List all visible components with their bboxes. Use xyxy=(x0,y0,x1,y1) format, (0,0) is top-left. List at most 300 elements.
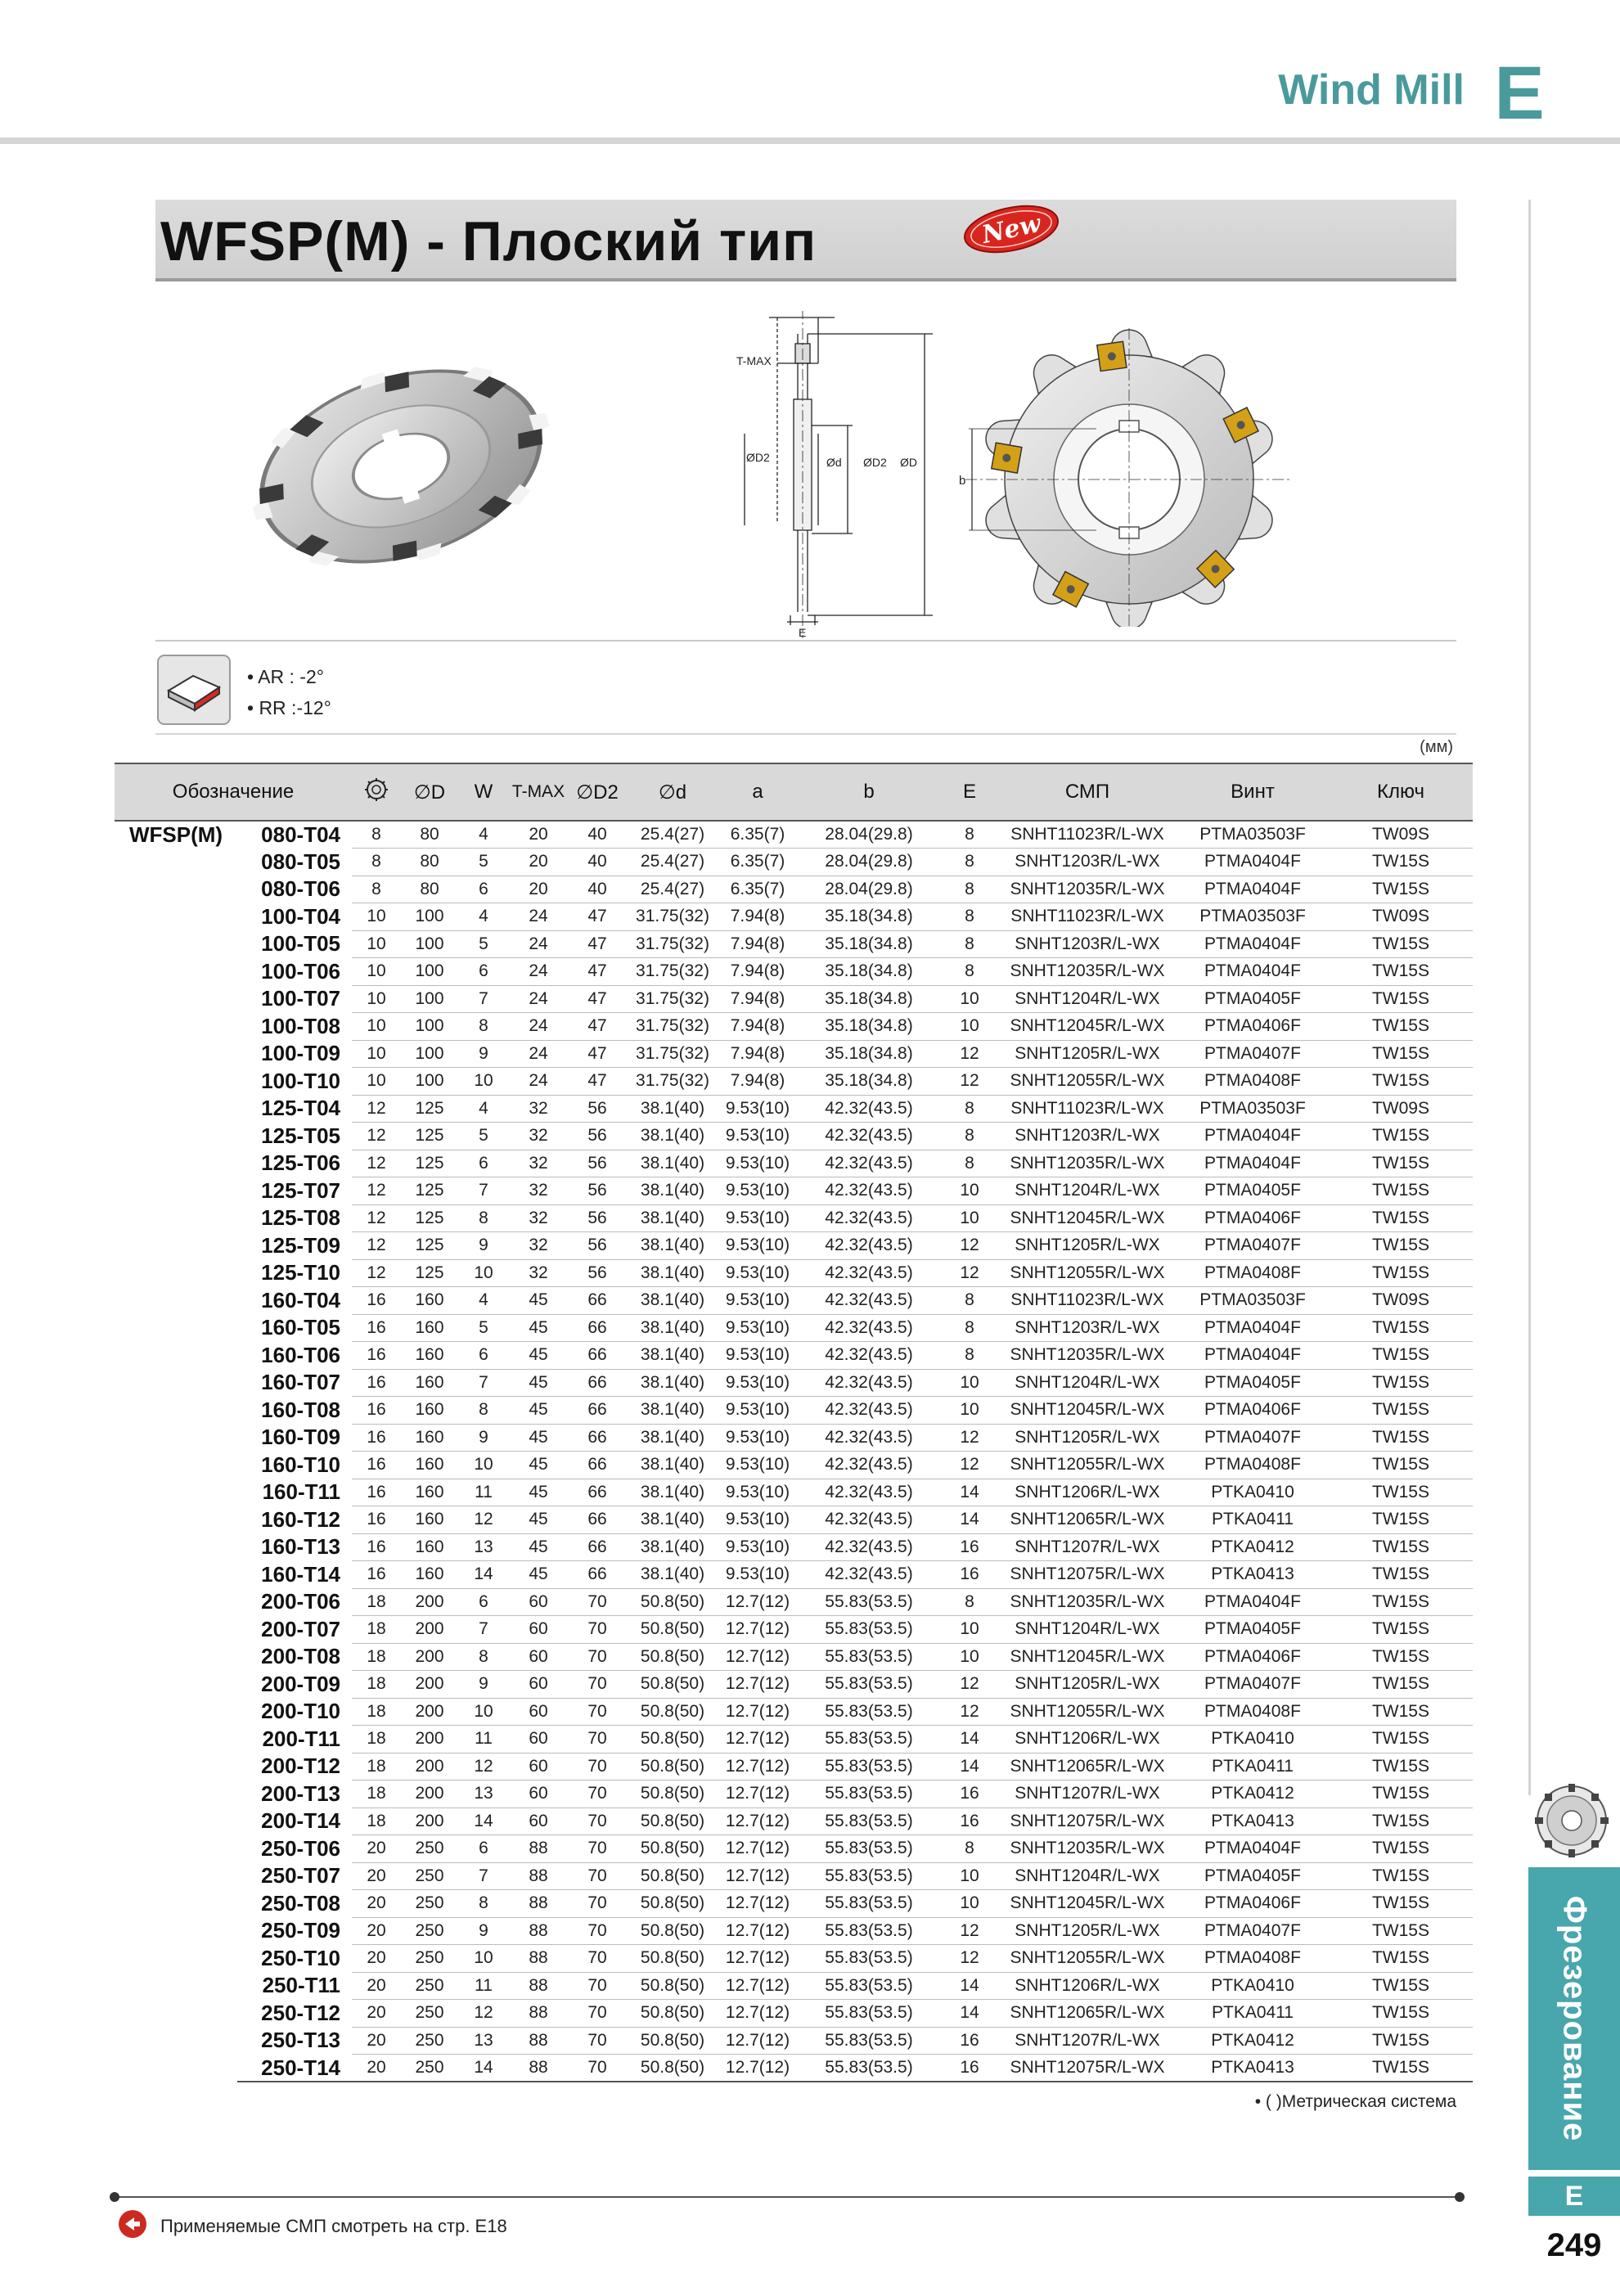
cell-insert: SNHT1205R/L-WX xyxy=(998,1232,1177,1260)
cell-insert: SNHT12045R/L-WX xyxy=(998,1204,1177,1232)
cell-D: 160 xyxy=(401,1561,458,1589)
table-row xyxy=(115,1095,1473,1123)
cell-b: 55.83(53.5) xyxy=(797,1890,941,1918)
cell-a: 6.35(7) xyxy=(718,876,797,903)
cell-d: 31.75(32) xyxy=(627,1068,718,1096)
cell-z: 20 xyxy=(352,2055,401,2082)
cell-z: 10 xyxy=(352,1013,401,1041)
cell-code: 160-T05 xyxy=(237,1314,352,1342)
cell-a: 9.53(10) xyxy=(718,1424,797,1452)
cell-series xyxy=(115,930,237,958)
cell-tmax: 88 xyxy=(509,1917,568,1945)
cell-key: TW15S xyxy=(1329,849,1473,876)
cell-D2: 70 xyxy=(568,1917,627,1945)
side-section-drawing xyxy=(728,311,974,638)
cell-D: 100 xyxy=(401,985,458,1013)
cell-a: 12.7(12) xyxy=(718,2000,797,2028)
cell-E: 12 xyxy=(941,1671,998,1699)
cell-code: 250-T07 xyxy=(237,1862,352,1890)
chapter-tab[interactable] xyxy=(1528,1867,1620,2170)
section-title: Wind Mill xyxy=(1278,66,1465,114)
cell-D: 200 xyxy=(401,1753,458,1781)
cell-b: 35.18(34.8) xyxy=(797,903,941,931)
cell-tmax: 20 xyxy=(509,849,568,876)
cell-W: 5 xyxy=(458,1123,509,1150)
cell-series xyxy=(115,1698,237,1726)
cell-tmax: 32 xyxy=(509,1232,568,1260)
cell-z: 18 xyxy=(352,1753,401,1781)
cell-code: 250-T13 xyxy=(237,2027,352,2055)
cell-series xyxy=(115,1588,237,1616)
cell-insert: SNHT11023R/L-WX xyxy=(998,903,1177,931)
table-row xyxy=(115,1342,1473,1370)
cell-D: 100 xyxy=(401,903,458,931)
cell-code: 250-T11 xyxy=(237,1972,352,2000)
col-d: ∅d xyxy=(627,763,718,821)
cell-b: 42.32(43.5) xyxy=(797,1561,941,1589)
cell-b: 42.32(43.5) xyxy=(797,1123,941,1150)
cell-key: TW15S xyxy=(1329,1452,1473,1479)
cell-z: 16 xyxy=(352,1397,401,1425)
cell-series xyxy=(115,958,237,986)
cell-D: 160 xyxy=(401,1533,458,1561)
cell-screw: PTKA0413 xyxy=(1177,2055,1329,2082)
cell-d: 38.1(40) xyxy=(627,1259,718,1287)
cell-d: 50.8(50) xyxy=(627,1753,718,1781)
cell-series xyxy=(115,2027,237,2055)
cell-key: TW15S xyxy=(1329,1671,1473,1699)
cell-a: 12.7(12) xyxy=(718,2055,797,2082)
cell-b: 42.32(43.5) xyxy=(797,1452,941,1479)
new-badge-label: New xyxy=(979,209,1044,250)
cell-D2: 70 xyxy=(568,1616,627,1644)
cell-z: 20 xyxy=(352,1890,401,1918)
label-d: Ød xyxy=(826,456,842,469)
cell-W: 7 xyxy=(458,1369,509,1397)
cell-screw: PTKA0412 xyxy=(1177,1533,1329,1561)
cell-code: 125-T08 xyxy=(237,1204,352,1232)
cell-series: WFSP(M) xyxy=(115,821,237,849)
cell-insert: SNHT1205R/L-WX xyxy=(998,1917,1177,1945)
cell-a: 12.7(12) xyxy=(718,1616,797,1644)
cell-W: 5 xyxy=(458,930,509,958)
cell-b: 35.18(34.8) xyxy=(797,1040,941,1068)
table-row xyxy=(115,2055,1473,2082)
col-E: E xyxy=(941,763,998,821)
cell-D2: 66 xyxy=(568,1314,627,1342)
cell-d: 50.8(50) xyxy=(627,1862,718,1890)
cell-z: 18 xyxy=(352,1643,401,1671)
cell-screw: PTKA0411 xyxy=(1177,2000,1329,2028)
cell-D2: 66 xyxy=(568,1452,627,1479)
cell-tmax: 45 xyxy=(509,1287,568,1315)
cell-a: 12.7(12) xyxy=(718,1781,797,1808)
cell-screw: PTMA0404F xyxy=(1177,958,1329,986)
cell-insert: SNHT12045R/L-WX xyxy=(998,1397,1177,1425)
figure-divider xyxy=(155,640,1456,642)
table-row xyxy=(115,1561,1473,1589)
cell-code: 250-T08 xyxy=(237,1890,352,1918)
cell-series xyxy=(115,1808,237,1835)
cell-a: 12.7(12) xyxy=(718,1808,797,1835)
cell-E: 16 xyxy=(941,1561,998,1589)
cell-key: TW15S xyxy=(1329,1040,1473,1068)
cell-d: 25.4(27) xyxy=(627,876,718,903)
cell-D2: 70 xyxy=(568,1972,627,2000)
cell-tmax: 20 xyxy=(509,876,568,903)
cell-b: 35.18(34.8) xyxy=(797,1013,941,1041)
cell-tmax: 60 xyxy=(509,1753,568,1781)
cell-W: 10 xyxy=(458,1259,509,1287)
cell-key: TW15S xyxy=(1329,985,1473,1013)
cell-b: 28.04(29.8) xyxy=(797,876,941,903)
cell-key: TW15S xyxy=(1329,1753,1473,1781)
cell-a: 9.53(10) xyxy=(718,1452,797,1479)
cell-insert: SNHT12035R/L-WX xyxy=(998,958,1177,986)
cell-z: 18 xyxy=(352,1616,401,1644)
cell-tmax: 32 xyxy=(509,1204,568,1232)
cell-b: 55.83(53.5) xyxy=(797,2055,941,2082)
cell-code: 200-T13 xyxy=(237,1781,352,1808)
cell-key: TW15S xyxy=(1329,1177,1473,1205)
cell-E: 8 xyxy=(941,876,998,903)
table-row xyxy=(115,876,1473,903)
cell-key: TW15S xyxy=(1329,1479,1473,1506)
cell-d: 50.8(50) xyxy=(627,2055,718,2082)
cell-insert: SNHT12035R/L-WX xyxy=(998,876,1177,903)
cell-code: 250-T06 xyxy=(237,1835,352,1863)
section-letter: E xyxy=(1494,52,1545,135)
cell-screw: PTMA0406F xyxy=(1177,1397,1329,1425)
cell-insert: SNHT1207R/L-WX xyxy=(998,1781,1177,1808)
cell-D: 100 xyxy=(401,1013,458,1041)
cell-d: 50.8(50) xyxy=(627,1698,718,1726)
cell-code: 160-T04 xyxy=(237,1287,352,1315)
cell-series xyxy=(115,1726,237,1754)
cell-D2: 70 xyxy=(568,1643,627,1671)
cell-key: TW15S xyxy=(1329,2027,1473,2055)
cell-W: 14 xyxy=(458,1808,509,1835)
cell-code: 100-T09 xyxy=(237,1040,352,1068)
cell-E: 12 xyxy=(941,1232,998,1260)
cell-W: 4 xyxy=(458,821,509,849)
cell-z: 20 xyxy=(352,2000,401,2028)
table-header-row xyxy=(115,763,1473,821)
cell-W: 5 xyxy=(458,1314,509,1342)
cell-W: 6 xyxy=(458,1588,509,1616)
col-designation: Обозначение xyxy=(115,763,352,821)
cell-a: 9.53(10) xyxy=(718,1123,797,1150)
cell-D: 250 xyxy=(401,1835,458,1863)
cell-key: TW15S xyxy=(1329,1616,1473,1644)
cell-tmax: 88 xyxy=(509,2055,568,2082)
cell-d: 38.1(40) xyxy=(627,1479,718,1506)
cell-screw: PTMA0407F xyxy=(1177,1232,1329,1260)
cell-b: 55.83(53.5) xyxy=(797,1698,941,1726)
cell-code: 200-T10 xyxy=(237,1698,352,1726)
cell-a: 9.53(10) xyxy=(718,1204,797,1232)
cell-E: 14 xyxy=(941,1753,998,1781)
cell-z: 16 xyxy=(352,1369,401,1397)
cell-code: 100-T08 xyxy=(237,1013,352,1041)
cell-insert: SNHT1203R/L-WX xyxy=(998,1314,1177,1342)
cell-screw: PTKA0411 xyxy=(1177,1753,1329,1781)
cell-D2: 40 xyxy=(568,821,627,849)
cell-a: 7.94(8) xyxy=(718,958,797,986)
cell-W: 8 xyxy=(458,1204,509,1232)
cell-D2: 47 xyxy=(568,1013,627,1041)
table-row xyxy=(115,1890,1473,1918)
cell-b: 42.32(43.5) xyxy=(797,1533,941,1561)
cell-E: 8 xyxy=(941,903,998,931)
cell-z: 18 xyxy=(352,1726,401,1754)
cell-D: 80 xyxy=(401,849,458,876)
cell-tmax: 45 xyxy=(509,1561,568,1589)
cell-series xyxy=(115,1123,237,1150)
cell-screw: PTMA0405F xyxy=(1177,985,1329,1013)
cell-insert: SNHT11023R/L-WX xyxy=(998,821,1177,849)
cell-b: 35.18(34.8) xyxy=(797,1068,941,1096)
cell-screw: PTMA0405F xyxy=(1177,1369,1329,1397)
cell-z: 12 xyxy=(352,1123,401,1150)
cell-code: 200-T08 xyxy=(237,1643,352,1671)
table-row xyxy=(115,1397,1473,1425)
label-b: b xyxy=(959,474,966,488)
cell-screw: PTMA0408F xyxy=(1177,1945,1329,1973)
cell-a: 7.94(8) xyxy=(718,903,797,931)
cell-b: 55.83(53.5) xyxy=(797,1862,941,1890)
cell-tmax: 60 xyxy=(509,1588,568,1616)
cell-E: 12 xyxy=(941,1452,998,1479)
cell-E: 12 xyxy=(941,1068,998,1096)
cell-E: 10 xyxy=(941,1369,998,1397)
cell-z: 20 xyxy=(352,2027,401,2055)
cell-D: 160 xyxy=(401,1479,458,1506)
footer-dot-left xyxy=(110,2192,119,2202)
cell-a: 7.94(8) xyxy=(718,1068,797,1096)
cell-key: TW15S xyxy=(1329,1150,1473,1177)
new-badge xyxy=(959,200,1064,257)
cell-key: TW15S xyxy=(1329,1232,1473,1260)
cell-W: 11 xyxy=(458,1479,509,1506)
cell-W: 10 xyxy=(458,1452,509,1479)
cell-insert: SNHT11023R/L-WX xyxy=(998,1287,1177,1315)
cell-tmax: 45 xyxy=(509,1314,568,1342)
cell-b: 55.83(53.5) xyxy=(797,1972,941,2000)
table-row xyxy=(115,1123,1473,1150)
cell-insert: SNHT12075R/L-WX xyxy=(998,1808,1177,1835)
cell-W: 7 xyxy=(458,985,509,1013)
cell-d: 38.1(40) xyxy=(627,1204,718,1232)
cell-series xyxy=(115,876,237,903)
cell-key: TW15S xyxy=(1329,1890,1473,1918)
cell-series xyxy=(115,1177,237,1205)
cell-W: 6 xyxy=(458,1342,509,1370)
label-d2: ØD2 xyxy=(863,456,887,469)
cell-E: 16 xyxy=(941,2027,998,2055)
front-view-drawing xyxy=(957,324,1301,627)
cell-d: 50.8(50) xyxy=(627,1726,718,1754)
cell-key: TW15S xyxy=(1329,1068,1473,1096)
cell-W: 12 xyxy=(458,2000,509,2028)
cell-tmax: 88 xyxy=(509,1835,568,1863)
cell-D: 200 xyxy=(401,1781,458,1808)
cell-W: 9 xyxy=(458,1040,509,1068)
cell-D: 125 xyxy=(401,1095,458,1123)
cell-code: 125-T09 xyxy=(237,1232,352,1260)
cell-tmax: 24 xyxy=(509,930,568,958)
cell-z: 12 xyxy=(352,1150,401,1177)
cell-a: 12.7(12) xyxy=(718,1890,797,1918)
cell-z: 16 xyxy=(352,1452,401,1479)
cell-series xyxy=(115,1945,237,1973)
cell-key: TW15S xyxy=(1329,1945,1473,1973)
cell-z: 10 xyxy=(352,930,401,958)
cell-insert: SNHT1205R/L-WX xyxy=(998,1040,1177,1068)
col-a: a xyxy=(718,763,797,821)
cell-a: 6.35(7) xyxy=(718,821,797,849)
cell-D2: 47 xyxy=(568,1068,627,1096)
cell-D: 160 xyxy=(401,1397,458,1425)
cell-D2: 47 xyxy=(568,930,627,958)
cell-E: 10 xyxy=(941,1643,998,1671)
cell-key: TW15S xyxy=(1329,1397,1473,1425)
cell-D2: 47 xyxy=(568,903,627,931)
cell-code: 160-T13 xyxy=(237,1533,352,1561)
cell-E: 14 xyxy=(941,1726,998,1754)
table-row xyxy=(115,1726,1473,1754)
table-row xyxy=(115,1369,1473,1397)
cell-W: 9 xyxy=(458,1424,509,1452)
cell-key: TW09S xyxy=(1329,1095,1473,1123)
cell-D2: 66 xyxy=(568,1424,627,1452)
cell-key: TW15S xyxy=(1329,2055,1473,2082)
cell-code: 250-T12 xyxy=(237,2000,352,2028)
cell-b: 42.32(43.5) xyxy=(797,1314,941,1342)
table-row xyxy=(115,930,1473,958)
cell-D2: 56 xyxy=(568,1177,627,1205)
cell-W: 9 xyxy=(458,1917,509,1945)
cell-D2: 40 xyxy=(568,849,627,876)
table-row xyxy=(115,1698,1473,1726)
cell-D2: 40 xyxy=(568,876,627,903)
cell-key: TW15S xyxy=(1329,958,1473,986)
cell-d: 38.1(40) xyxy=(627,1342,718,1370)
cell-d: 31.75(32) xyxy=(627,903,718,931)
cell-E: 12 xyxy=(941,1698,998,1726)
cell-W: 12 xyxy=(458,1506,509,1534)
cell-tmax: 88 xyxy=(509,1972,568,2000)
cell-insert: SNHT12055R/L-WX xyxy=(998,1259,1177,1287)
cell-D: 160 xyxy=(401,1287,458,1315)
cell-D: 250 xyxy=(401,2027,458,2055)
cell-series xyxy=(115,1753,237,1781)
cell-b: 28.04(29.8) xyxy=(797,821,941,849)
cell-D2: 66 xyxy=(568,1506,627,1534)
cell-code: 100-T07 xyxy=(237,985,352,1013)
cell-screw: PTKA0410 xyxy=(1177,1972,1329,2000)
table-row xyxy=(115,1945,1473,1973)
cell-z: 8 xyxy=(352,849,401,876)
cell-z: 16 xyxy=(352,1342,401,1370)
cell-E: 14 xyxy=(941,1972,998,2000)
cell-a: 12.7(12) xyxy=(718,1726,797,1754)
cell-d: 31.75(32) xyxy=(627,958,718,986)
cell-screw: PTMA0408F xyxy=(1177,1452,1329,1479)
cell-insert: SNHT1203R/L-WX xyxy=(998,1123,1177,1150)
cell-a: 12.7(12) xyxy=(718,1753,797,1781)
cell-z: 20 xyxy=(352,1945,401,1973)
table-row xyxy=(115,1643,1473,1671)
cell-D2: 56 xyxy=(568,1095,627,1123)
cell-series xyxy=(115,1232,237,1260)
cell-key: TW15S xyxy=(1329,1013,1473,1041)
cell-b: 42.32(43.5) xyxy=(797,1342,941,1370)
cell-d: 38.1(40) xyxy=(627,1287,718,1315)
cell-series xyxy=(115,1314,237,1342)
tooth-count-icon xyxy=(364,777,389,802)
table-row xyxy=(115,985,1473,1013)
cell-key: TW15S xyxy=(1329,1424,1473,1452)
cell-key: TW15S xyxy=(1329,1972,1473,2000)
cell-D2: 70 xyxy=(568,1588,627,1616)
table-row xyxy=(115,2000,1473,2028)
chapter-tab-label: Фрезерование xyxy=(1556,1895,1593,2142)
cell-code: 125-T04 xyxy=(237,1095,352,1123)
cell-tmax: 20 xyxy=(509,821,568,849)
cell-z: 10 xyxy=(352,903,401,931)
cell-code: 100-T06 xyxy=(237,958,352,986)
cell-D2: 56 xyxy=(568,1204,627,1232)
cell-screw: PTKA0412 xyxy=(1177,1781,1329,1808)
cell-insert: SNHT12035R/L-WX xyxy=(998,1150,1177,1177)
cell-series xyxy=(115,1095,237,1123)
cell-d: 25.4(27) xyxy=(627,849,718,876)
cell-D2: 70 xyxy=(568,1671,627,1699)
cell-b: 35.18(34.8) xyxy=(797,985,941,1013)
title-band-underline xyxy=(155,278,1456,281)
cell-insert: SNHT12065R/L-WX xyxy=(998,2000,1177,2028)
spec-table xyxy=(115,763,1473,2082)
cell-tmax: 45 xyxy=(509,1369,568,1397)
cell-D: 160 xyxy=(401,1314,458,1342)
cell-D: 160 xyxy=(401,1452,458,1479)
table-row xyxy=(115,903,1473,931)
cell-series xyxy=(115,1424,237,1452)
cell-d: 25.4(27) xyxy=(627,821,718,849)
cell-b: 55.83(53.5) xyxy=(797,2027,941,2055)
col-screw: Винт xyxy=(1177,763,1329,821)
cell-E: 10 xyxy=(941,1616,998,1644)
cell-series xyxy=(115,2000,237,2028)
cell-tmax: 32 xyxy=(509,1150,568,1177)
cell-d: 50.8(50) xyxy=(627,2027,718,2055)
table-row xyxy=(115,1068,1473,1096)
cell-key: TW09S xyxy=(1329,903,1473,931)
cell-D: 125 xyxy=(401,1177,458,1205)
cell-D: 125 xyxy=(401,1204,458,1232)
cell-series xyxy=(115,1452,237,1479)
cell-tmax: 45 xyxy=(509,1479,568,1506)
cell-D: 250 xyxy=(401,2055,458,2082)
table-row xyxy=(115,1287,1473,1315)
cell-W: 7 xyxy=(458,1616,509,1644)
cell-b: 55.83(53.5) xyxy=(797,2000,941,2028)
cell-E: 8 xyxy=(941,1342,998,1370)
cell-W: 6 xyxy=(458,876,509,903)
cell-a: 9.53(10) xyxy=(718,1479,797,1506)
cell-key: TW15S xyxy=(1329,1781,1473,1808)
